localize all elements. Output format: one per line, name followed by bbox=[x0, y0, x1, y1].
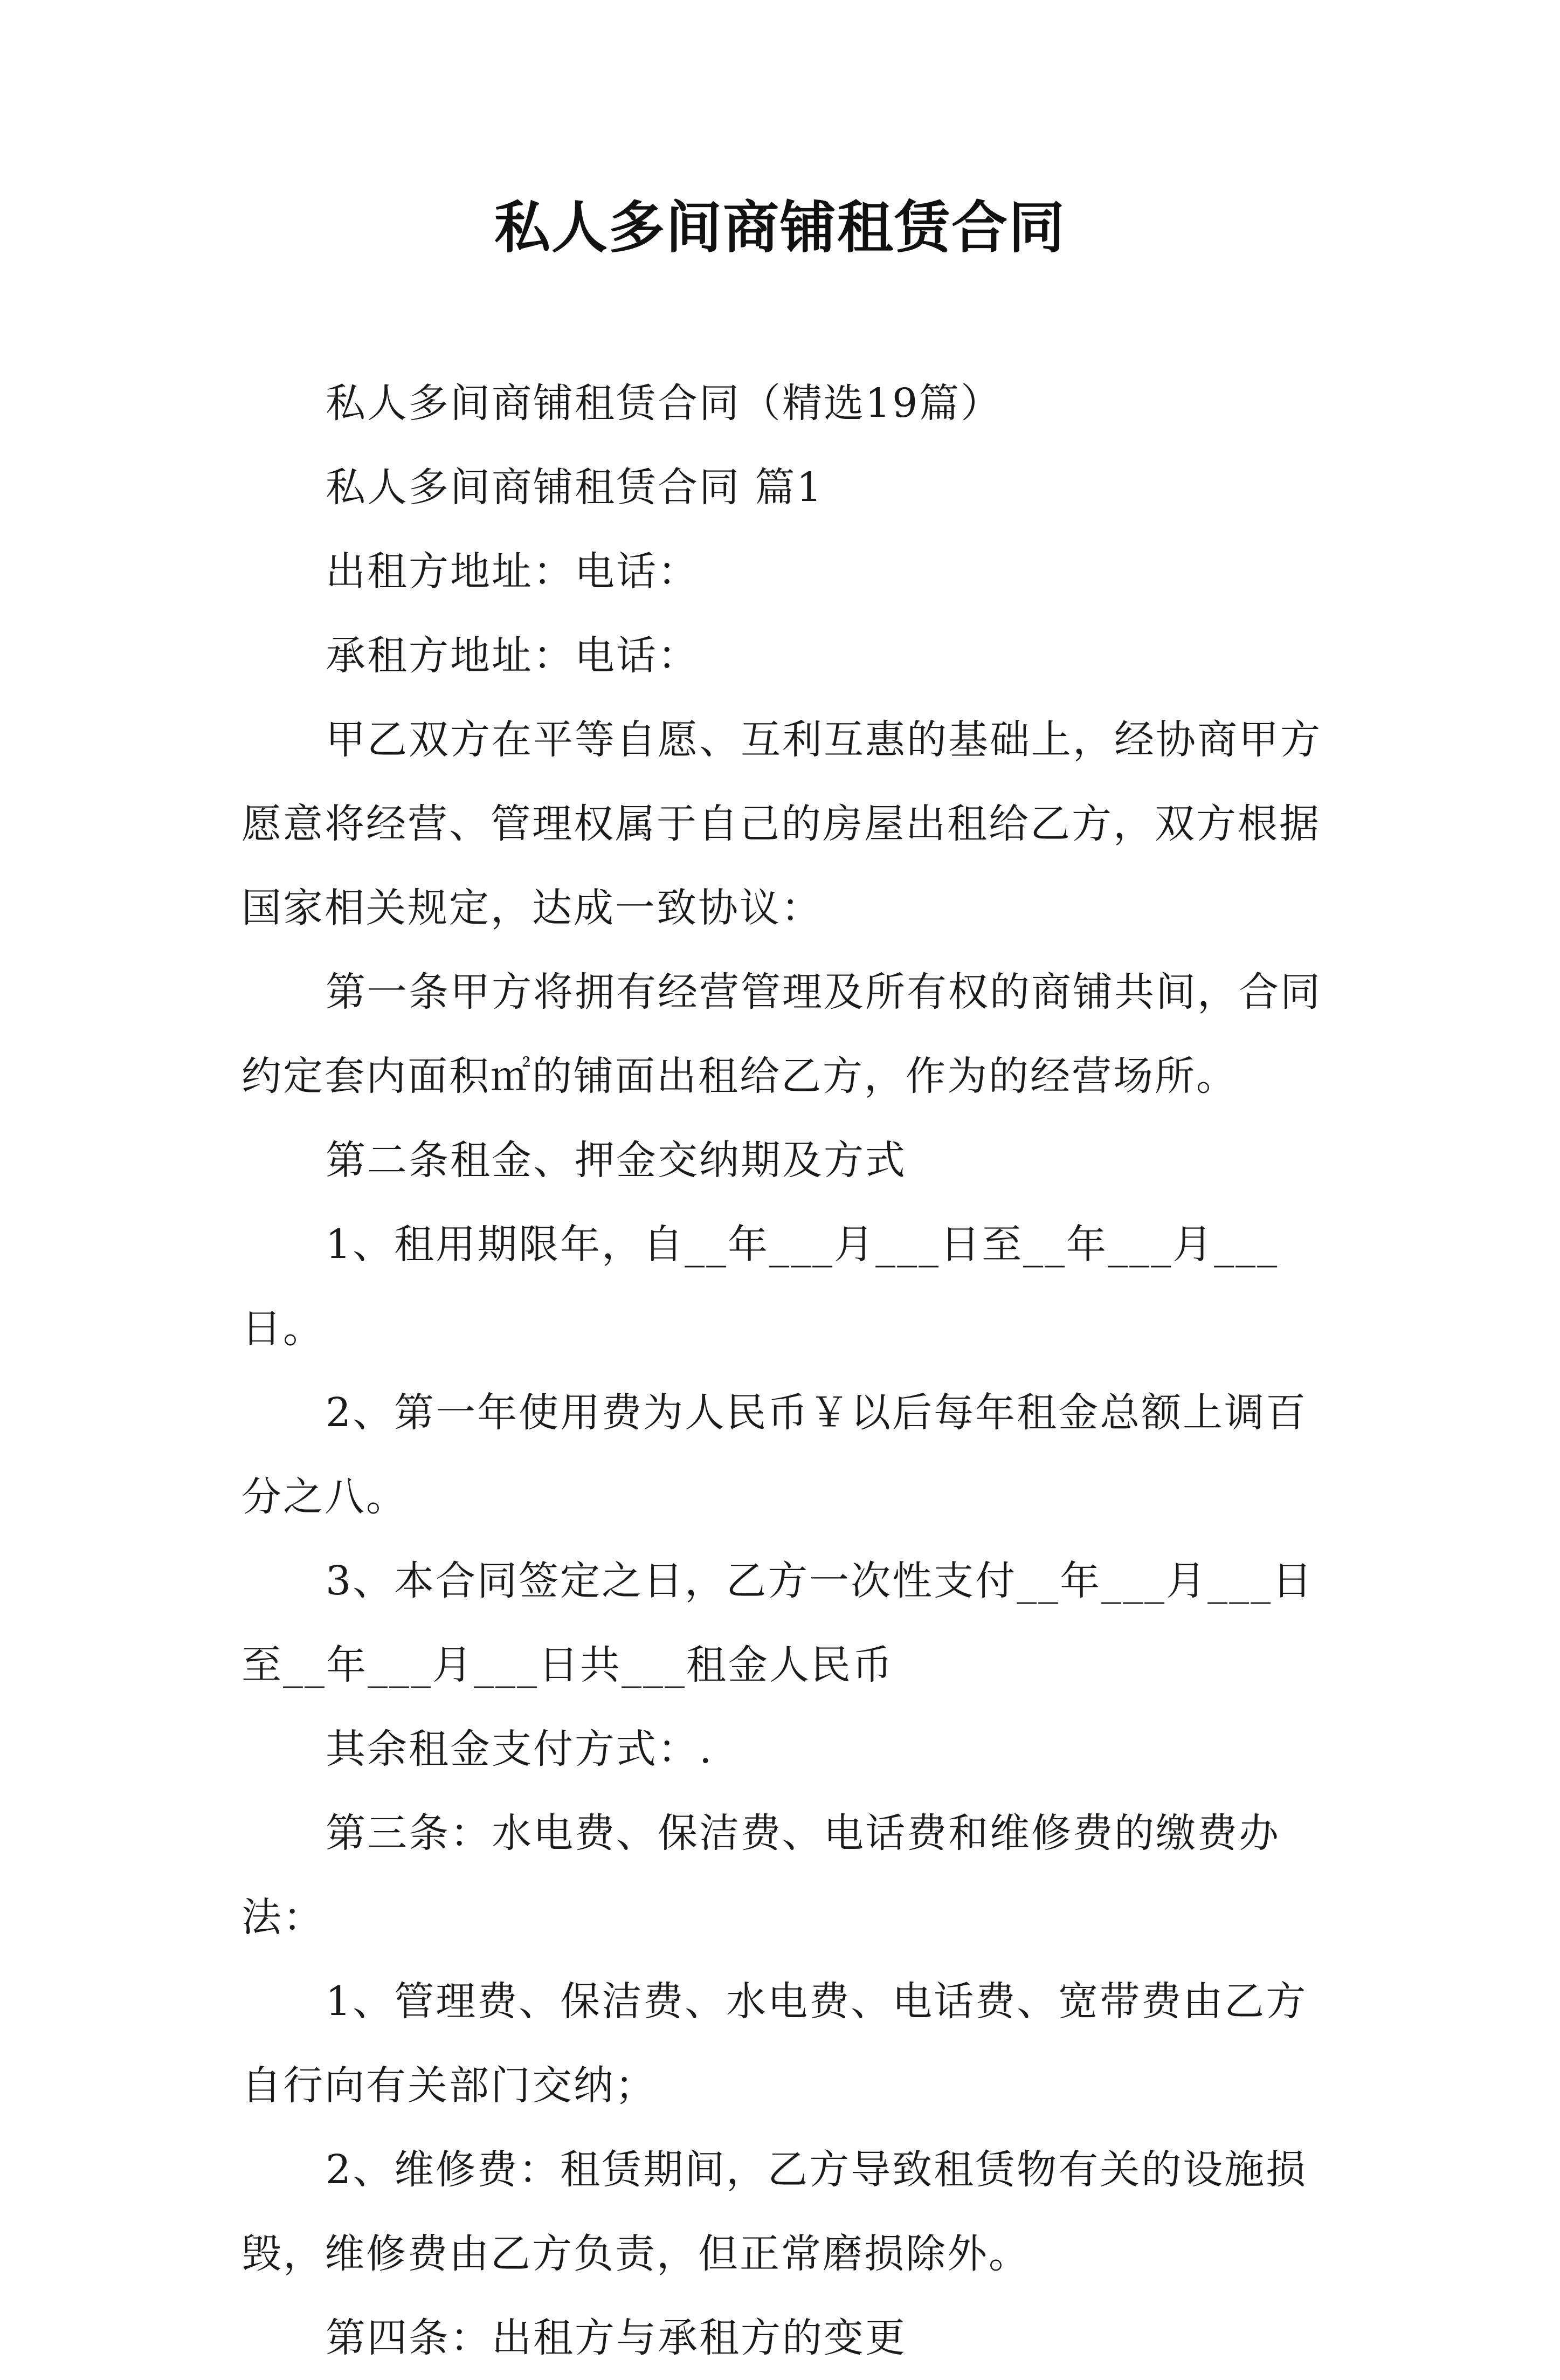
paragraph-article-2: 第二条租金、押金交纳期及方式 bbox=[326, 1137, 907, 1184]
document-title: 私人多间商铺租赁合同 bbox=[494, 194, 1066, 260]
paragraph-article-2-item-1: 1、租用期限年，自__年___月___日至__年___月___日。 bbox=[241, 1221, 1279, 1352]
document-body bbox=[241, 361, 1330, 2380]
paragraph-article-1: 第一条甲方将拥有经营管理及所有权的商铺共间，合同约定套内面积㎡的铺面出租给乙方，作为的经营场所。 bbox=[241, 969, 1322, 1099]
paragraph-other-payment: 其余租金支付方式：. bbox=[326, 1726, 714, 1772]
paragraph-section-heading: 私人多间商铺租赁合同 篇1 bbox=[326, 464, 824, 511]
paragraph-article-2-item-2: 2、第一年使用费为人民币￥以后每年租金总额上调百分之八。 bbox=[241, 1390, 1308, 1520]
paragraph-lessee-address: 承租方地址：电话： bbox=[326, 632, 699, 679]
paragraph-article-3-item-2: 2、维修费：租赁期间，乙方导致租赁物有关的设施损毁，维修费由乙方负责，但正常磨损除外。 bbox=[241, 2147, 1308, 2277]
paragraph-lessor-address: 出租方地址：电话： bbox=[326, 548, 699, 595]
paragraph-article-3-item-1: 1、管理费、保洁费、水电费、电话费、宽带费由乙方自行向有关部门交纳； bbox=[241, 1978, 1308, 2109]
paragraph-preamble: 甲乙双方在平等自愿、互利互惠的基础上，经协商甲方愿意将经营、管理权属于自己的房屋出租给乙方，双方根据国家相关规定，达成一致协议： bbox=[241, 717, 1322, 931]
paragraph-article-3: 第三条：水电费、保洁费、电话费和维修费的缴费办法： bbox=[241, 1810, 1280, 1941]
paragraph-article-2-item-3: 3、本合同签定之日，乙方一次性支付__年___月___日至__年___月___日共___租金人民币 bbox=[241, 1558, 1314, 1688]
paragraph-article-4: 第四条：出租方与承租方的变更 bbox=[326, 2315, 907, 2361]
paragraph-subtitle: 私人多间商铺租赁合同（精选19篇） bbox=[326, 380, 1003, 427]
